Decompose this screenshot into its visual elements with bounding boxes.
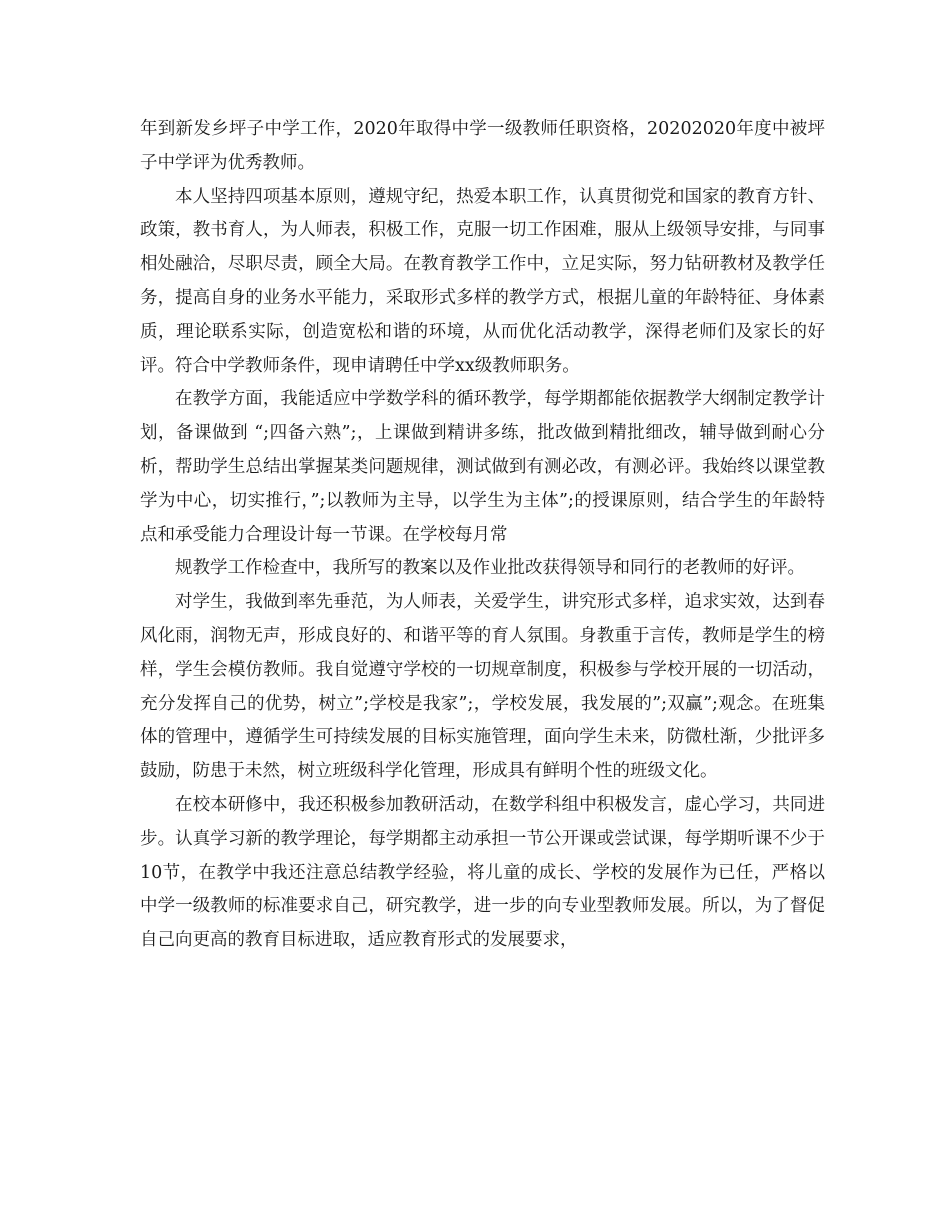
paragraph-5: 对学生，我做到率先垂范，为人师表，关爱学生，讲究形式多样，追求实效，达到春风化雨，润物无声，形成良好的、和谐平等的育人氛围。身教重于言传，教师是学生的榜样，学生会模仿教师。我自觉遵守学校的一切规章制度，积极参与学校开展的一切活动，充分发挥自己的优势，树立”;学校是我家”;，学校发展，我发展的”;双赢”;观念。在班集体的管理中，遵循学生可持续发展的目标实施管理，面向学生未来，防微杜渐，少批评多鼓励，防患于未然，树立班级科学化管理，形成具有鲜明个性的班级文化。: [140, 592, 825, 782]
paragraph-3: 在教学方面，我能适应中学数学科的循环教学，每学期都能依据教学大纲制定教学计划，备课做到 “;四备六熟”;，上课做到精讲多练，批改做到精批细改，辅导做到耐心分析，帮助学生总结出掌握某类问题规律，测试做到有测必改，有测必评。我始终以课堂教学为中心，切实推行，”;以教师为主导，以学生为主体”;的授课原则，结合学生的年龄特点和承受能力合理设计每一节课。在学校每月常: [140, 389, 825, 545]
document-body: [140, 113, 825, 958]
paragraph-1: 年到新发乡坪子中学工作，2020年取得中学一级教师任职资格，20202020年度中被坪子中学评为优秀教师。: [140, 119, 825, 173]
paragraph-4: 规教学工作检查中，我所写的教案以及作业批改获得领导和同行的老教师的好评。: [175, 558, 805, 579]
paragraph-6: 在校本研修中，我还积极参加教研活动，在数学科组中积极发言，虚心学习，共同进步。认真学习新的教学理论，每学期都主动承担一节公开课或尝试课，每学期听课不少于10节，在教学中我还注意总结教学经验，将儿童的成长、学校的发展作为已任，严格以中学一级教师的标准要求自己，研究教学，进一步的向专业型教师发展。所以，为了督促自己向更高的教育目标进取，适应教育形式的发展要求，: [140, 794, 825, 951]
paragraph-2: 本人坚持四项基本原则，遵规守纪，热爱本职工作，认真贯彻党和国家的教育方针、政策，教书育人，为人师表，积极工作，克服一切工作困难，服从上级领导安排，与同事相处融洽，尽职尽责，顾全大局。在教育教学工作中，立足实际，努力钻研教材及教学任务，提高自身的业务水平能力，采取形式多样的教学方式，根据儿童的年龄特征、身体素质，理论联系实际，创造宽松和谐的环境，从而优化活动教学，深得老师们及家长的好评。符合中学教师条件，现申请聘任中学xx级教师职务。: [140, 186, 825, 376]
